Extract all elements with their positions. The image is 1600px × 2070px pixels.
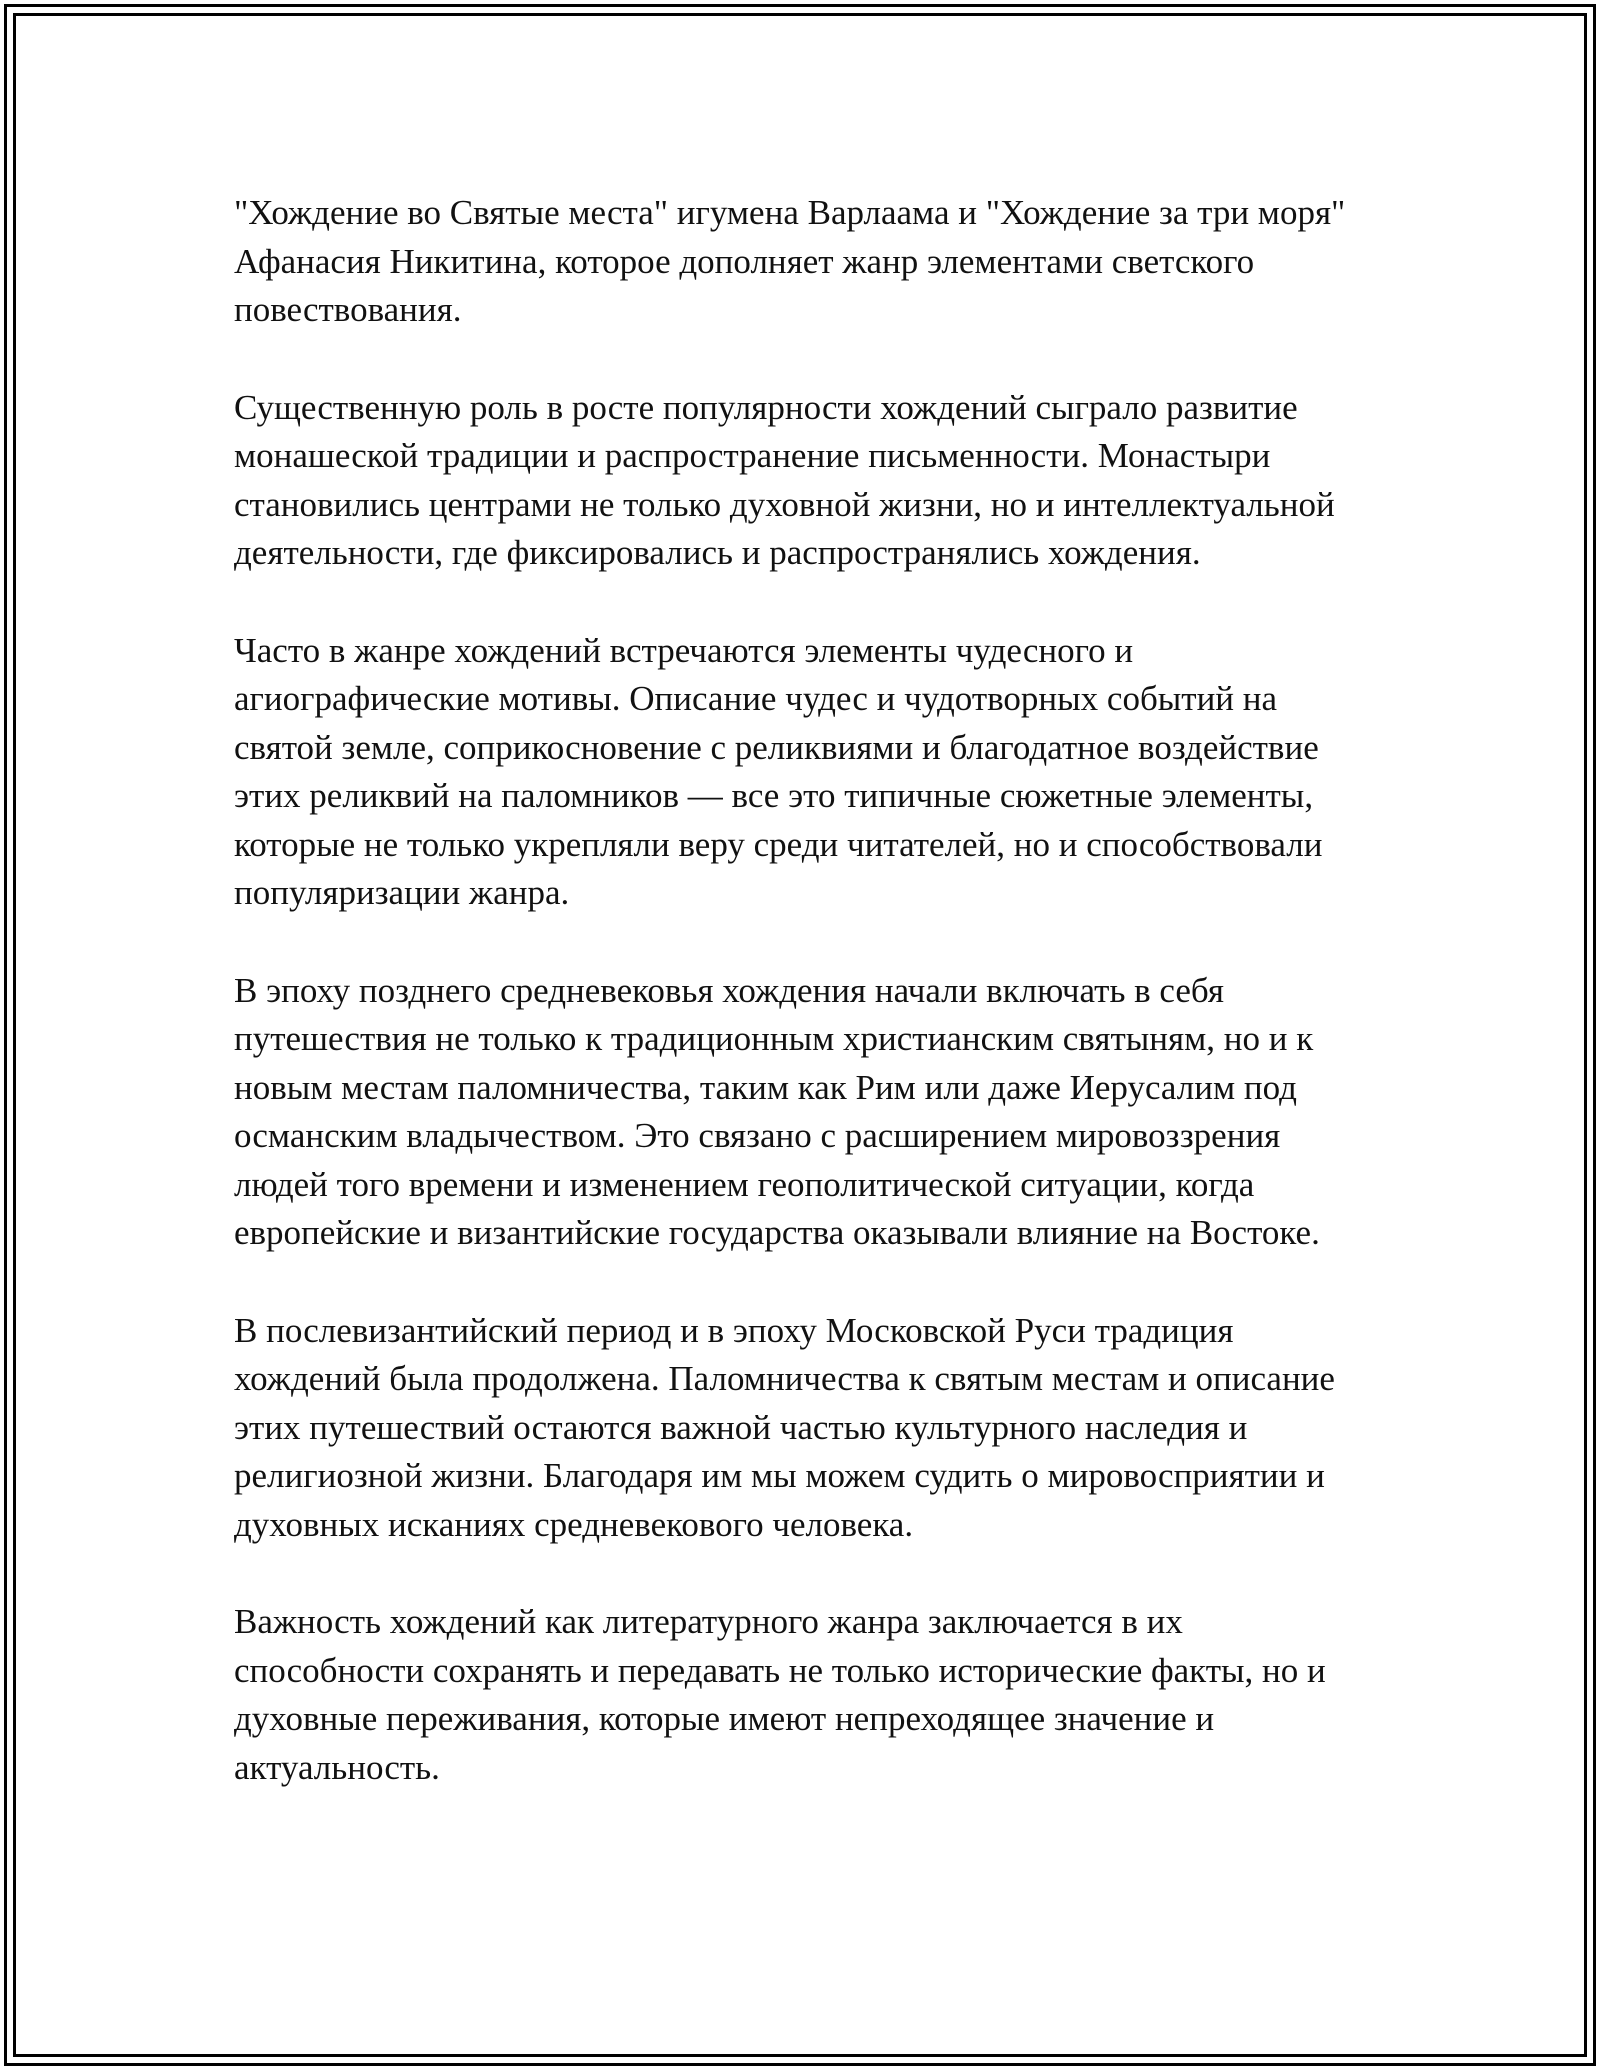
paragraph-3: Часто в жанре хождений встречаются элементы чудесного и агиографические мотивы. Описание чудес и чудотворных событий на святой земле, соприкосновение с реликвиями и благодатное воздействие этих реликвий на паломников — все это типичные сюжетные элементы, которые не только укрепляли веру среди читателей, но и способствовали популяризации жанра. [234,630,1323,912]
paragraph-2: Существенную роль в росте популярности хождений сыграло развитие монашеской традиции и распространение письменности. Монастыри становились центрами не только духовной жизни, но и интеллектуальной деятельности, где фиксировались и распространялись хождения. [234,387,1335,572]
paragraph-6: Важность хождений как литературного жанра заключается в их способности сохранять и передавать не только исторические факты, но и духовные переживания, которые имеют непреходящее значение и актуальность. [234,1602,1326,1787]
paragraph-5: В послевизантийский период и в эпоху Московской Руси традиция хождений была продолжена. Паломничества к святым местам и описание этих путешествий остаются важной частью культурного наследия и религиозной жизни. Благодаря им мы можем судить о мировосприятии и духовных исканиях средневекового человека. [234,1310,1335,1544]
document-body [234,189,1374,1792]
paragraph-1: "Хождение во Святые места" игумена Варлаама и "Хождение за три моря" Афанасия Никитина, которое дополняет жанр элементами светского повествования. [234,193,1346,329]
paragraph-4: В эпоху позднего средневековья хождения начали включать в себя путешествия не только к традиционным христианским святыням, но и к новым местам паломничества, таким как Рим или даже Иерусалим под османским владычеством. Это связано с расширением мировоззрения людей того времени и изменением геополитической ситуации, когда европейские и византийские государства оказывали влияние на Востоке. [234,970,1320,1252]
